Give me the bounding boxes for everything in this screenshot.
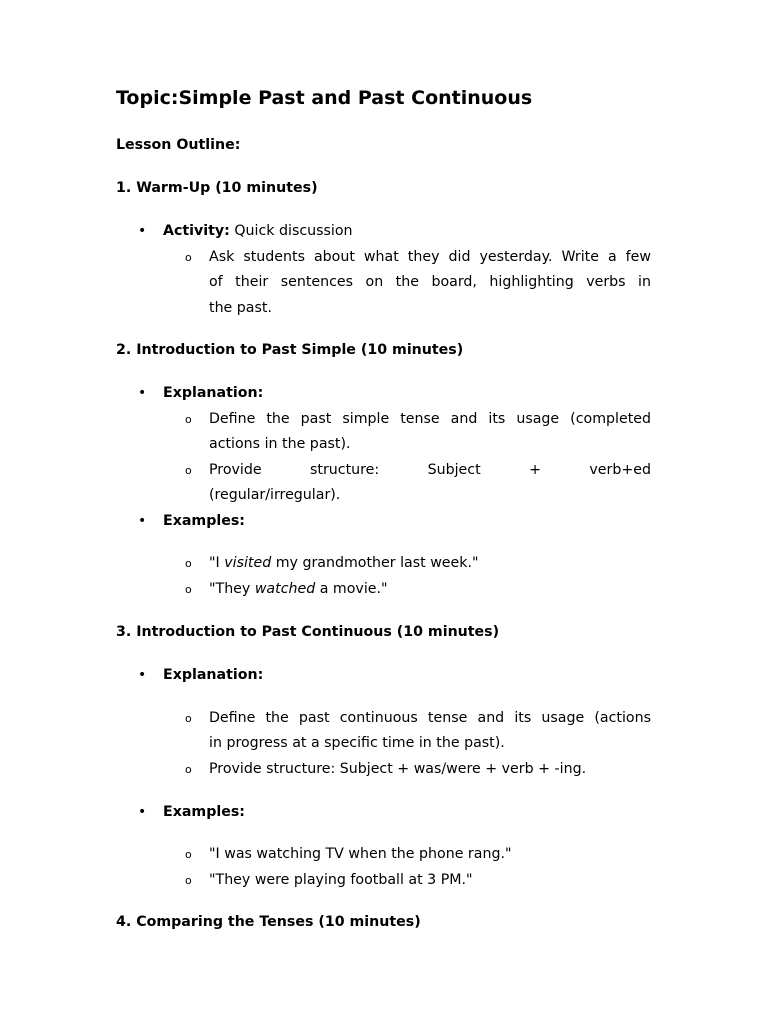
- sub-bullet-icon: o: [185, 848, 192, 861]
- example-verb: watched: [254, 581, 316, 597]
- bullet-icon: •: [138, 513, 147, 529]
- example-text: a movie.": [315, 581, 388, 597]
- sub-bullet-icon: o: [185, 712, 192, 725]
- bullet-icon: •: [138, 385, 147, 401]
- past-continuous-structure: Provide structure: Subject + was/were + verb + -ing.: [209, 761, 587, 777]
- section-heading-past-continuous: 3. Introduction to Past Continuous (10 minutes): [116, 624, 500, 640]
- page-title: Topic:Simple Past and Past Continuous: [116, 87, 533, 109]
- structure-word: structure:: [310, 462, 380, 478]
- warmup-sub-line-3: the past.: [209, 300, 272, 316]
- structure-word: Subject: [427, 462, 481, 478]
- section-heading-warm-up: 1. Warm-Up (10 minutes): [116, 180, 318, 196]
- activity-bullet: [163, 219, 353, 245]
- activity-label: Activity:: [163, 223, 230, 239]
- examples-label: Examples:: [163, 804, 245, 820]
- warmup-sub-line-1: Ask students about what they did yesterday. Write a few: [209, 249, 651, 265]
- past-simple-def-line-2: actions in the past).: [209, 436, 351, 452]
- structure-word: verb+ed: [589, 462, 651, 478]
- warmup-sub-line-2: of their sentences on the board, highlighting verbs in: [209, 274, 651, 290]
- structure-word: +: [529, 462, 541, 478]
- past-continuous-example-2: "They were playing football at 3 PM.": [209, 872, 473, 888]
- activity-text: Quick discussion: [229, 223, 353, 239]
- sub-bullet-icon: o: [185, 874, 192, 887]
- section-heading-past-simple: 2. Introduction to Past Simple (10 minutes): [116, 342, 464, 358]
- past-simple-structure-line-1: [209, 458, 651, 484]
- sub-bullet-icon: o: [185, 557, 192, 570]
- bullet-icon: •: [138, 667, 147, 683]
- past-continuous-example-1: "I was watching TV when the phone rang.": [209, 846, 512, 862]
- explanation-label: Explanation:: [163, 385, 264, 401]
- example-verb: visited: [224, 555, 272, 571]
- sub-bullet-icon: o: [185, 464, 192, 477]
- sub-bullet-icon: o: [185, 583, 192, 596]
- sub-bullet-icon: o: [185, 763, 192, 776]
- past-simple-structure-line-2: (regular/irregular).: [209, 487, 341, 503]
- bullet-icon: •: [138, 223, 147, 239]
- past-continuous-def-line-1: Define the past continuous tense and its usage (actions: [209, 710, 651, 726]
- structure-word: Provide: [209, 462, 262, 478]
- sub-bullet-icon: o: [185, 413, 192, 426]
- section-heading-comparing: 4. Comparing the Tenses (10 minutes): [116, 914, 421, 930]
- past-continuous-def-line-2: in progress at a specific time in the past).: [209, 735, 505, 751]
- bullet-icon: •: [138, 804, 147, 820]
- example-text: "I: [209, 555, 225, 571]
- lesson-outline-heading: Lesson Outline:: [116, 137, 241, 153]
- examples-label: Examples:: [163, 513, 245, 529]
- example-text: "They: [209, 581, 255, 597]
- past-simple-example-1: [209, 551, 479, 577]
- sub-bullet-icon: o: [185, 251, 192, 264]
- past-simple-def-line-1: Define the past simple tense and its usage (completed: [209, 411, 651, 427]
- explanation-label: Explanation:: [163, 667, 264, 683]
- past-simple-example-2: [209, 577, 388, 603]
- example-text: my grandmother last week.": [271, 555, 479, 571]
